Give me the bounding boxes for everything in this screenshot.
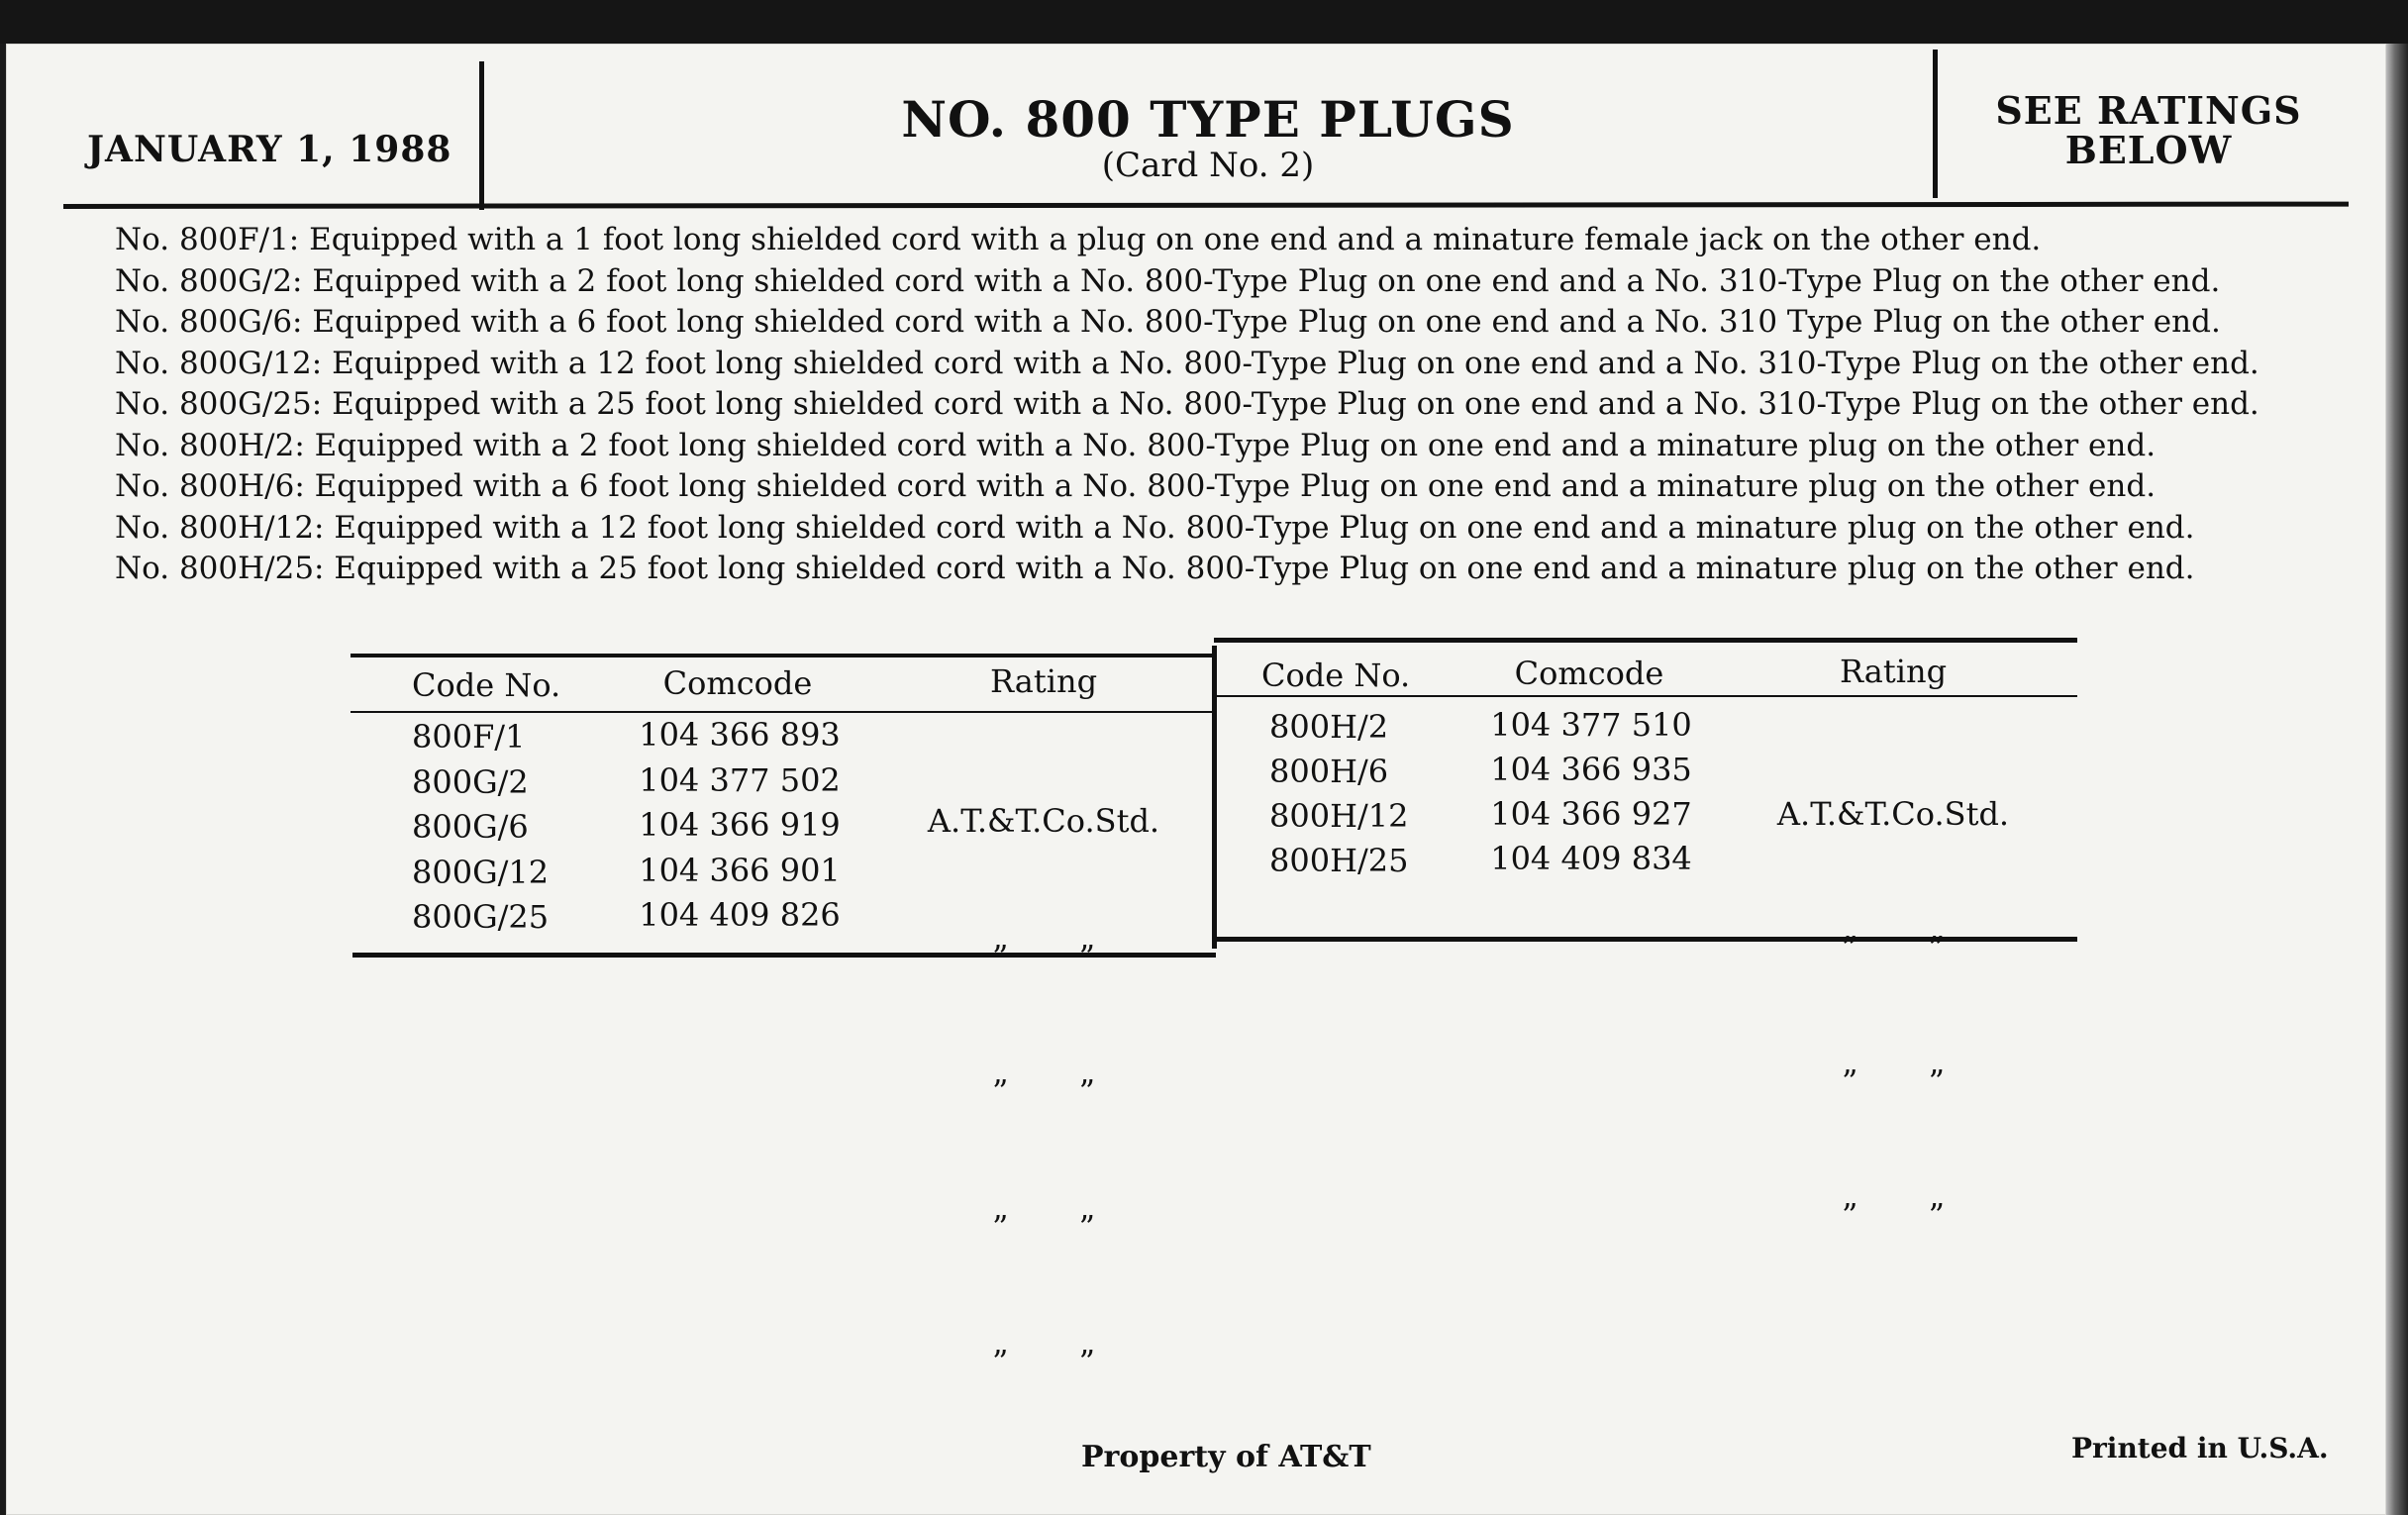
table-cell: A.T.&T.Co.Std. [927, 802, 1160, 840]
table-cell: 104 366 893 [639, 716, 841, 754]
description-line: No. 800G/25: Equipped with a 25 foot long shielded cord with a No. 800-Type Plug on one end and a No. 310-Type Plug on the other end. [115, 386, 2259, 422]
col-header-rating-left: Rating [989, 662, 1098, 700]
table-cell: 800G/2 [412, 762, 529, 801]
table-cell: 104 377 510 [1490, 706, 1692, 744]
description-line: No. 800H/12: Equipped with a 12 foot long shielded cord with a No. 800-Type Plug on one end and a minature plug on the other end. [115, 509, 2195, 546]
table-cell: 800H/25 [1269, 842, 1409, 879]
description-line: No. 800H/25: Equipped with a 25 foot long shielded cord with a No. 800-Type Plug on one end and a minature plug on the other end. [115, 551, 2195, 586]
table-cell: 104 366 935 [1490, 751, 1692, 788]
table-cell: 104 366 919 [639, 806, 841, 844]
table-cell: ” ” [992, 1207, 1095, 1246]
table-cell: 104 366 927 [1490, 795, 1692, 833]
ratings-note-line2: BELOW [2064, 128, 2233, 172]
ratings-note-line1: SEE RATINGS [1995, 88, 2302, 133]
card-subtitle: (Card No. 2) [1101, 146, 1315, 185]
card-date: JANUARY 1, 1988 [87, 129, 452, 170]
right-code-column [1269, 705, 1487, 883]
col-header-code-right: Code No. [1261, 656, 1411, 694]
left-comcode-column [616, 713, 863, 939]
table-cell: 800G/25 [412, 898, 550, 936]
col-header-comcode-left: Comcode [662, 664, 813, 702]
scan-top-shadow [0, 0, 2408, 44]
table-cell: 104 377 502 [639, 760, 841, 799]
card-title-block [483, 90, 1933, 185]
header-divider-right [1933, 50, 1938, 198]
table-cell: 104 366 901 [639, 851, 841, 889]
description-line: No. 800H/6: Equipped with a 6 foot long shielded cord with a No. 800-Type Plug on one end and a minature plug on the other end. [115, 468, 2157, 504]
table-cell: A.T.&T.Co.Std. [1776, 795, 2010, 833]
right-comcode-column [1467, 703, 1715, 881]
table-cell: ” ” [992, 1343, 1095, 1380]
description-line: No. 800G/6: Equipped with a 6 foot long shielded cord with a No. 800-Type Plug on one end and a No. 310 Type Plug on the other end. [115, 304, 2221, 340]
right-rating-column [1745, 703, 2042, 1282]
table-cell: 800G/6 [412, 808, 529, 846]
table-cell: ” ” [992, 1072, 1095, 1110]
ratings-note [1941, 88, 2357, 172]
col-header-comcode-right: Comcode [1514, 655, 1664, 692]
table-cell: ” ” [992, 937, 1095, 975]
description-line: No. 800G/12: Equipped with a 12 foot long shielded cord with a No. 800-Type Plug on one end and a No. 310-Type Plug on the other end. [115, 345, 2259, 381]
description-line: No. 800G/2: Equipped with a 2 foot long shielded cord with a No. 800-Type Plug on one end and a No. 310-Type Plug on the other end. [115, 262, 2221, 299]
table-cell: ” ” [1842, 1062, 1945, 1100]
left-rating-column [895, 709, 1192, 1430]
card-title: NO. 800 TYPE PLUGS [901, 90, 1515, 149]
col-header-rating-right: Rating [1839, 653, 1948, 690]
table-cell: 104 409 834 [1490, 840, 1692, 877]
table-center-divider [1212, 646, 1217, 949]
table-cell: 104 409 826 [639, 896, 841, 934]
description-line: No. 800F/1: Equipped with a 1 foot long shielded cord with a plug on one end and a minature female jack on the other end. [115, 222, 2042, 257]
table-cell: 800G/12 [412, 853, 550, 891]
left-code-column [412, 715, 630, 941]
description-line: No. 800H/2: Equipped with a 2 foot long shielded cord with a No. 800-Type Plug on one end and a minature plug on the other end. [115, 427, 2157, 463]
printed-notice: Printed in U.S.A. [2071, 1432, 2329, 1464]
table-cell: ” ” [1842, 1196, 1945, 1234]
table-top-rule-left [351, 654, 1214, 657]
table-cell: 800H/2 [1269, 708, 1389, 746]
description-list [115, 220, 2293, 590]
table-top-rule-right [1214, 638, 2077, 643]
property-notice: Property of AT&T [1081, 1440, 1371, 1474]
table-cell: 800F/1 [412, 718, 526, 756]
table-cell: 800H/12 [1269, 797, 1409, 835]
scan-right-edge [2386, 44, 2408, 1515]
table-cell: 800H/6 [1269, 753, 1389, 790]
col-header-code-left: Code No. [412, 666, 561, 704]
table-cell: ” ” [1842, 929, 1945, 966]
